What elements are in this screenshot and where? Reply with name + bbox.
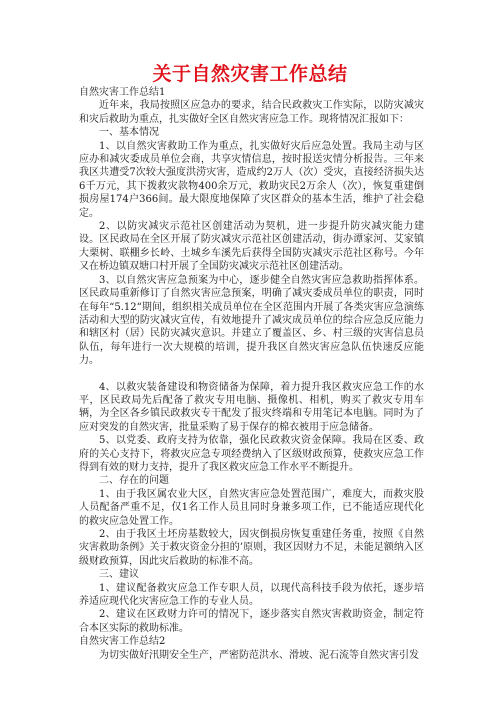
section-heading: 一、基本情况: [99, 127, 159, 139]
body-paragraph: 5、以党委、政府支持为依靠，强化民政救灾资金保障。我局在区委、政府的关心支持下，将救灾应急专项经费纳入了区级财政预算，使救灾应急工作得到有效的财力支持，提升了我区救灾应急工作水平不断提升。: [79, 435, 424, 473]
section-heading: 自然灾害工作总结2: [79, 636, 166, 648]
section-heading: 二、存在的问题: [99, 475, 169, 487]
body-paragraph: 1、以自然灾害救助工作为重点，扎实做好灾后应急处置。我局主动与区应办和减灾委成员单位会商，共享灾情信息，按时报送灾情分析报告。三年来我区共遭受7次较大强度洪涝灾害，造成约2万人（次）受灾，直接经济损失达6千万元，其下拨救灾款物400余万元，救助灾民2万余人（次），恢复重建倒损房屋174户366间。最大限度地保障了灾区群众的基本生活，维护了社会稳定。: [79, 140, 424, 219]
body-paragraph: 近年来，我局按照区应急办的要求，结合民政救灾工作实际，以防灾减灾和灾后救助为重点，扎实做好全区自然灾害应急工作。现将情况汇报如下：: [79, 100, 424, 125]
document-title: 关于自然灾害工作总结: [152, 63, 348, 85]
body-paragraph: 2、以防灾减灾示范社区创建活动为契机，进一步提升防灾减灾能力建设。区民政局在全区开展了防灾减灾示范社区创建活动，街办谭家河、艾家镇大栗树、联棚乡长岭、土城乡车溪先后获得全国防灾减灾示范社区称号。今年又在桥边镇双塘口村开展了全国防灾减灾示范社区创建活动。: [79, 221, 424, 273]
body-paragraph: 3、以自然灾害应急预案为中心，逐步健全自然灾害应急救助指挥体系。区民政局重新修订了自然灾害应急预案，明确了减灾委成员单位的职责，同时在每年“5.12“期间，组织相关成员单位在全区范围内开展了各类灾害应急演练活动和大型的防灾减灾宣传，有效地提升了减灾成员单位的综合应急反应能力和辖区村（居）民防灾减灾意识。并建立了覆盖区、乡、村三级的灾害信息员队伍，每年进行一次大规模的培训，提升我区自然灾害应急队伍快速反应能力。: [79, 274, 424, 367]
body-paragraph: 2、由于我区土坯房基数较大，因灾倒损房恢复重建任务重，按照《自然灾害救助条例》关于救灾资金分担的’原则，我区因财力不足，未能足额纳入区级财政预算，因此灾后救助的标准不高。: [79, 529, 424, 567]
body-paragraph: 2、建议在区政财力许可的情况下，逐步落实自然灾害救助资金，制定符合本区实际的救助标准。: [79, 609, 424, 634]
body-paragraph: 4、以救灾装备建设和物资储备为保障，着力提升我区救灾应急工作的水平，区民政局先后配备了救灾专用电脑、摄像机、相机，购买了救灾专用车辆，为全区各乡镇民政救灾专干配发了报灾终端和专用笔记本电脑。同时为了应对突发的自然灾害，批量采购了易于保存的棉衣被用于应急储备。: [79, 381, 424, 433]
section-heading: 三、建议: [99, 569, 139, 581]
body-paragraph: 1、建议配备救灾应急工作专职人员，以现代高科技手段为依托，逐步培养适应现代化灾害应急工作的专业人员。: [79, 582, 424, 608]
document-body: [79, 86, 424, 662]
section-heading: 自然灾害工作总结1: [79, 87, 166, 98]
body-paragraph: 为切实做好汛期安全生产，严密防范洪水、滑坡、泥石流等自然灾害引发: [99, 649, 419, 661]
body-paragraph: 1、由于我区属农业大区，自然灾害应急处置范围广，难度大，而救灾股人员配备严重不足，仅1名工作人员且同时身兼多项工作，已不能适应现代化的救灾应急处置工作。: [79, 488, 424, 527]
